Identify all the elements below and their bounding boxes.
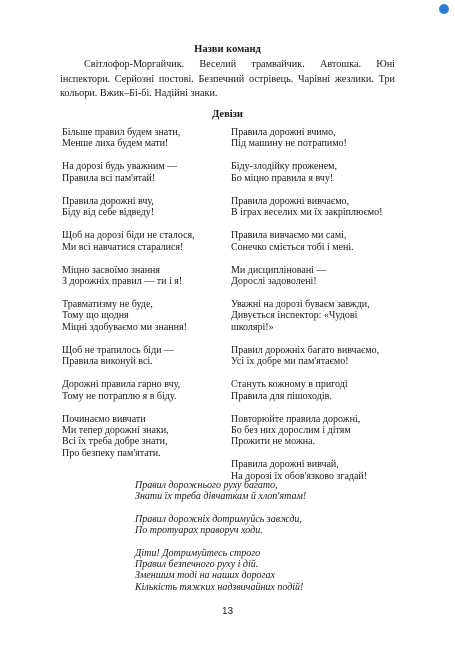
verse-line: Діти! Дотримуйтесь строго xyxy=(135,547,261,559)
verse-line: Прожити не можна. xyxy=(231,436,316,448)
verse-line: Правила виконуй всі. xyxy=(62,356,153,368)
verse-stanza xyxy=(231,127,406,150)
verse-stanza xyxy=(62,265,232,288)
verse-line: Дивується інспектор: «Чудові xyxy=(231,310,358,322)
verse-line: Міцні здобуваємо ми знання! xyxy=(62,321,187,333)
verse-line: Сонечко сміється тобі і мені. xyxy=(231,241,354,253)
verse-line: В іграх веселих ми їх закріплюємо! xyxy=(231,207,383,219)
verse-line: Щоб не трапилось біди — xyxy=(62,344,175,356)
verse-line: Уважні на дорозі буваєм завжди, xyxy=(231,299,370,311)
verse-line: Усі їх добре ми пам'ятаємо! xyxy=(231,356,349,368)
verse-line: Стануть кожному в пригоді xyxy=(231,379,348,391)
verse-stanza xyxy=(231,230,406,253)
verse-stanza xyxy=(135,548,395,594)
team-names-heading: Назви команд xyxy=(194,44,261,55)
verse-stanza xyxy=(62,345,232,368)
verse-line: Правила дорожні вчимо, xyxy=(231,127,336,138)
verse-stanza xyxy=(231,196,406,219)
mottos-heading: Девізи xyxy=(212,109,243,120)
verse-line: Біду від себе відведу! xyxy=(62,207,155,219)
verse-line: Тому не потраплю я в біду. xyxy=(62,390,177,402)
verse-line: Зменшим тоді на наших дорогах xyxy=(135,570,275,582)
corner-logo-icon xyxy=(439,4,449,14)
verse-line: По тротуарах праворуч ходи. xyxy=(135,525,263,537)
verse-stanza xyxy=(62,379,232,402)
verse-stanza xyxy=(135,480,395,503)
verse-line: Правила дорожні вивчай, xyxy=(231,459,339,471)
closing-verses xyxy=(135,480,395,604)
verse-line: Кількість тяжких надзвичайних подій! xyxy=(135,581,304,593)
verse-line: Правила вивчаємо ми самі, xyxy=(231,230,347,242)
verse-line: Щоб на дорозі біди не сталося, xyxy=(62,230,195,242)
verse-line: Ми всі навчатися старалися! xyxy=(62,241,184,253)
verse-line: Правила дорожні вчу, xyxy=(62,195,154,207)
verse-line: Біду-злодійку проженем, xyxy=(231,161,337,173)
verse-line: На дорозі їх обов'язково згадай! xyxy=(231,470,368,482)
verse-stanza xyxy=(231,345,406,368)
verse-line: Правила для пішоходів. xyxy=(231,390,332,402)
verse-line: Дорожні правила гарно вчу, xyxy=(62,379,181,391)
verse-stanza xyxy=(62,196,232,219)
verse-line: Бо міцно правила я вчу! xyxy=(231,172,334,184)
verse-stanza xyxy=(231,414,406,448)
verse-stanza xyxy=(62,230,232,253)
verse-line: Більше правил будем знати, xyxy=(62,127,181,138)
verse-stanza xyxy=(231,299,406,333)
verse-line: Всі їх треба добре знати, xyxy=(62,436,168,448)
mottos-left-column xyxy=(62,127,232,471)
verse-stanza xyxy=(231,379,406,402)
verse-line: Травматизму не буде, xyxy=(62,299,153,311)
verse-stanza xyxy=(62,414,232,460)
verse-line: Ми дисципліновані — xyxy=(231,264,327,276)
verse-stanza xyxy=(62,127,232,150)
verse-line: На дорозі будь уважним — xyxy=(62,161,178,173)
verse-stanza xyxy=(62,299,232,333)
verse-line: Бо без них дорослим і дітям xyxy=(231,425,351,437)
verse-line: Правил безпечного руху і дій. xyxy=(135,559,259,571)
verse-stanza xyxy=(231,265,406,288)
verse-line: Під машину не потрапимо! xyxy=(231,138,347,150)
team-names-paragraph: Світлофор-Моргайчик. Веселий трамвайчик. Автошка. Юні інспектори. Серйозні постові. Безпечний острівець. Чарівні жезлики. Три кольори. Вжик–Бі-бі. Надійні знаки. xyxy=(60,59,395,100)
verse-line: Правила всі пам'ятай! xyxy=(62,172,156,184)
verse-line: Правил дорожніх дотримуйсь завжди, xyxy=(135,513,302,525)
verse-line: Повторюйте правила дорожні, xyxy=(231,413,361,425)
verse-line: школярі!» xyxy=(231,321,274,333)
verse-stanza xyxy=(62,161,232,184)
verse-line: Знати їх треба дівчаткам й хлоп'ятам! xyxy=(135,491,307,503)
verse-line: Правила дорожні вивчаємо, xyxy=(231,195,350,207)
mottos-right-column xyxy=(231,127,406,494)
verse-line: Тому що щодня xyxy=(62,310,129,322)
page-number: 13 xyxy=(221,606,234,617)
verse-line: З дорожніх правил — ти і я! xyxy=(62,276,183,288)
verse-line: Починаємо вивчати xyxy=(62,413,146,425)
verse-line: Міцно засвоїмо знання xyxy=(62,264,161,276)
verse-line: Дорослі задоволені! xyxy=(231,276,317,288)
verse-stanza xyxy=(231,161,406,184)
verse-line: Правил дорожнього руху багато, xyxy=(135,480,278,491)
verse-line: Про безпеку пам'ятати. xyxy=(62,447,161,459)
verse-line: Ми тепер дорожні знаки, xyxy=(62,425,169,437)
verse-line: Правил дорожніх багато вивчаємо, xyxy=(231,344,380,356)
verse-stanza xyxy=(135,514,395,537)
verse-stanza xyxy=(231,459,406,482)
verse-line: Менше лиха будем мати! xyxy=(62,138,169,150)
